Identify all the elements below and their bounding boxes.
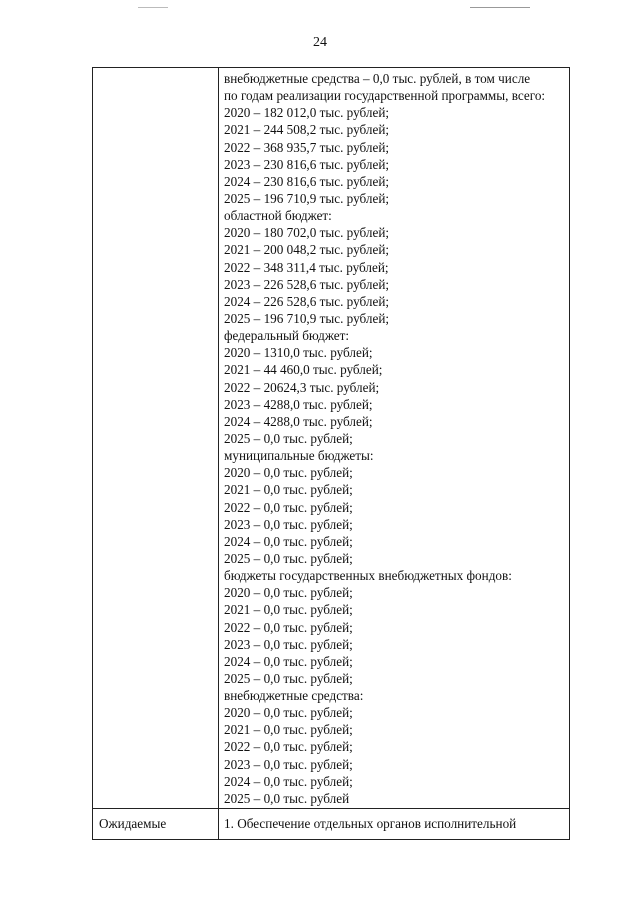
funding-line: 2020 – 0,0 тыс. рублей; [224,585,353,601]
funding-line: 2021 – 200 048,2 тыс. рублей; [224,242,390,258]
funding-line: 2020 – 1310,0 тыс. рублей; [224,345,373,361]
funding-line: 2022 – 348 311,4 тыс. рублей; [224,259,389,275]
passport-table [92,67,570,840]
funding-cell [224,70,569,807]
funding-line: 2021 – 244 508,2 тыс. рублей; [224,122,390,138]
funding-line: 2024 – 0,0 тыс. рублей; [224,653,353,669]
funding-line: внебюджетные средства: [224,688,364,704]
funding-line: 2021 – 0,0 тыс. рублей; [224,482,353,498]
funding-line: 2020 – 182 012,0 тыс. рублей; [224,105,390,121]
funding-line: 2021 – 0,0 тыс. рублей; [224,602,353,618]
funding-line: 2024 – 4288,0 тыс. рублей; [224,413,373,429]
funding-line: муниципальные бюджеты: [224,448,374,464]
funding-line: 2025 – 0,0 тыс. рублей; [224,550,353,566]
page-number: 24 [313,35,327,50]
funding-line: 2022 – 0,0 тыс. рублей; [224,619,353,635]
funding-line: 2022 – 0,0 тыс. рублей; [224,499,353,515]
funding-line: 2023 – 0,0 тыс. рублей; [224,636,353,652]
funding-line: 2020 – 0,0 тыс. рублей; [224,465,353,481]
funding-line: 2023 – 230 816,6 тыс. рублей; [224,156,390,172]
funding-line: бюджеты государственных внебюджетных фондов: [224,568,512,584]
funding-line: 2020 – 180 702,0 тыс. рублей; [224,225,390,241]
row-divider [93,808,569,809]
scan-artifact-line [470,7,530,8]
funding-line: внебюджетные средства – 0,0 тыс. рублей, в том числе [224,71,531,86]
scan-artifact-line [138,7,168,8]
funding-line: 2024 – 0,0 тыс. рублей; [224,533,353,549]
funding-line: 2025 – 0,0 тыс. рублей; [224,670,353,686]
funding-line: федеральный бюджет: [224,328,350,344]
funding-line: 2024 – 0,0 тыс. рублей; [224,773,353,789]
funding-line: 2023 – 0,0 тыс. рублей; [224,516,353,532]
funding-line: 2025 – 0,0 тыс. рублей; [224,430,353,446]
expected-results-label: Ожидаемые [99,816,167,831]
funding-line: 2024 – 230 816,6 тыс. рублей; [224,173,390,189]
funding-line: 2022 – 368 935,7 тыс. рублей; [224,139,390,155]
funding-line: областной бюджет: [224,208,332,224]
funding-line: 2023 – 226 528,6 тыс. рублей; [224,276,390,292]
expected-results-text: 1. Обеспечение отдельных органов исполнительной [224,816,517,831]
funding-line: 2021 – 44 460,0 тыс. рублей; [224,362,383,378]
funding-line: 2020 – 0,0 тыс. рублей; [224,705,353,721]
column-divider [218,68,219,839]
funding-line: 2023 – 0,0 тыс. рублей; [224,756,353,772]
funding-line: 2023 – 4288,0 тыс. рублей; [224,396,373,412]
funding-line: 2021 – 0,0 тыс. рублей; [224,722,353,738]
funding-line: 2025 – 196 710,9 тыс. рублей; [224,310,390,326]
funding-line: 2025 – 196 710,9 тыс. рублей; [224,190,390,206]
funding-line: 2022 – 0,0 тыс. рублей; [224,739,353,755]
funding-line: 2024 – 226 528,6 тыс. рублей; [224,293,390,309]
funding-line: 2025 – 0,0 тыс. рублей [224,790,350,806]
funding-line: по годам реализации государственной программы, всего: [224,88,546,104]
funding-line: 2022 – 20624,3 тыс. рублей; [224,379,380,395]
